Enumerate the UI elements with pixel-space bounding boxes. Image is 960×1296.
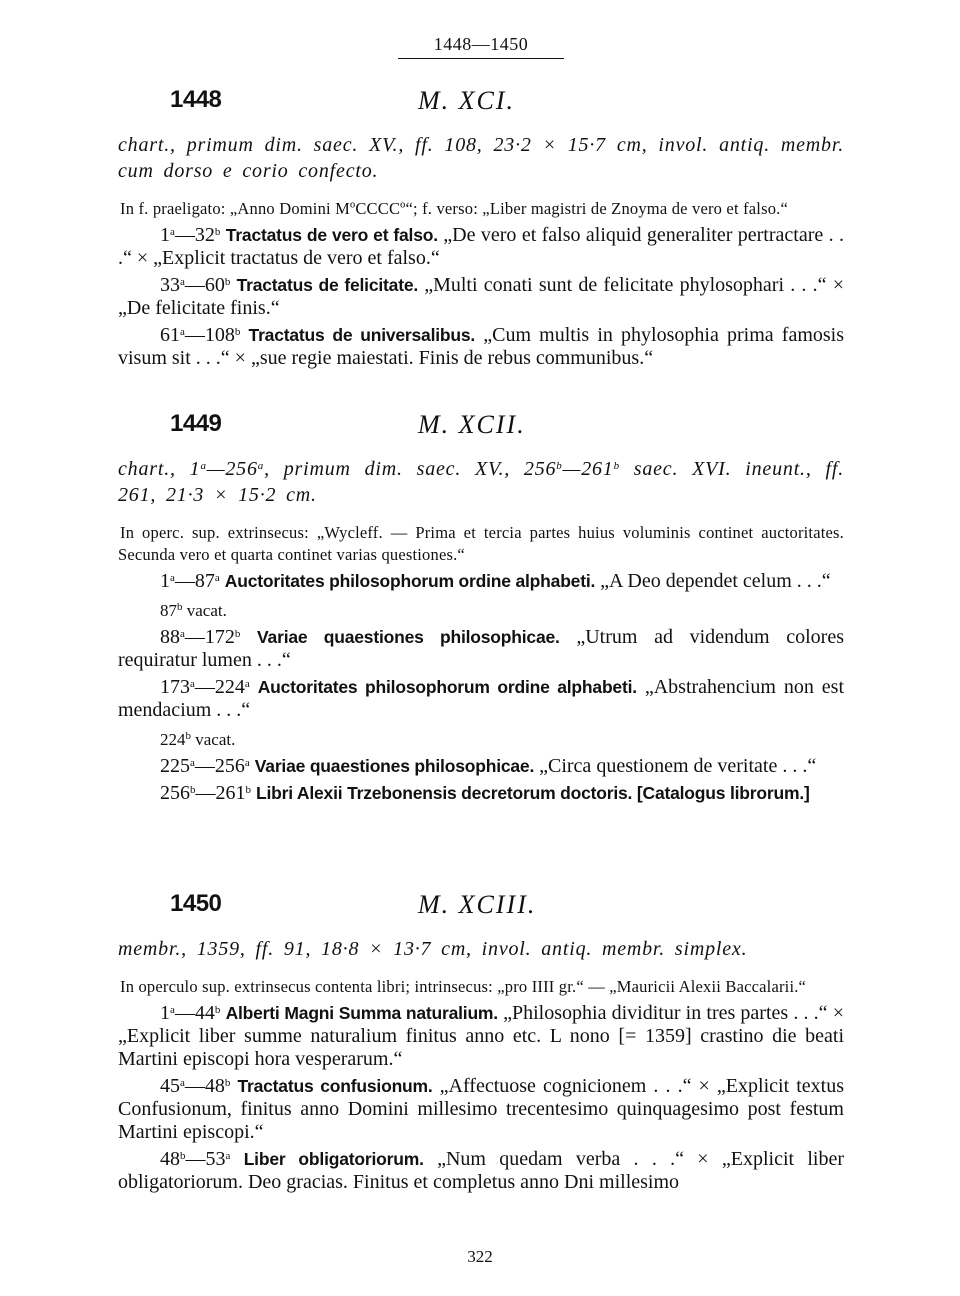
content-item: 33$^a$—60$^b$ Tractatus de felicitate. „Multi conati sunt de felicitate phylosophari . . .“ × „De felicitate finis.“: [118, 274, 844, 319]
manuscript-note: In f. praeligato: „Anno Domini MºCCCCº“; f. verso: „Liber magistri de Znoyma de vero et falso.“: [120, 199, 788, 218]
entry-heading: [118, 890, 844, 930]
running-head: 1448—1450: [398, 34, 564, 59]
incipit-explicit: „De vero et falso aliquid generaliter pertractare . . .“ × „Explicit tractatus de vero et falso.“: [118, 224, 845, 269]
vacat-note: vacat.: [186, 601, 227, 620]
work-title: Libri Alexii Trzebonensis decretorum doctoris. [Catalogus librorum.]: [256, 783, 810, 803]
incipit-explicit: „Philosophia dividitur in tres partes . . .“ × „Explicit liber summe naturalium finitus anno etc. L nono [= 1359] crastino die beati Martini episcopi hora vesperarum.“: [118, 1002, 845, 1070]
entry-heading: [118, 86, 844, 126]
catalog-entry-1448: [118, 86, 844, 370]
vacat-note: vacat.: [195, 730, 236, 749]
work-title: Variae quaestiones philosophicae.: [254, 756, 535, 776]
content-item: 256$^b$—261$^b$ Libri Alexii Trzebonensis decretorum doctoris. [Catalogus librorum.]: [160, 782, 810, 804]
entry-number: 1448: [170, 86, 222, 113]
incipit-explicit: „Num quedam verba . . .“ × „Explicit liber obligatoriorum. Deo gracias. Finitus et completus anno Dni millesimo: [118, 1148, 845, 1193]
incipit-explicit: „Affectuose cognicionem . . .“ × „Explicit textus Confusionum, finitus anno Domini millesimo trecentesimo quinquagesimo post festum Martini episcopi.“: [118, 1075, 844, 1143]
work-title: Alberti Magni Summa naturalium.: [225, 1003, 498, 1023]
content-item: 1$^a$—44$^b$ Alberti Magni Summa naturalium. „Philosophia dividitur in tres partes . . .“ × „Explicit liber summe naturalium finitus anno etc. L nono [= 1359] crastino die beati Martini episcopi hora vesperarum.“: [118, 1002, 845, 1070]
catalog-entry-1450: [118, 890, 844, 1194]
content-item: 88$^a$—172$^b$ Variae quaestiones philosophicae. „Utrum ad videndum colores requiratur lumen . . .“: [118, 626, 845, 671]
content-item: 1$^a$—87$^a$ Auctoritates philosophorum ordine alphabeti. „A Deo dependet celum . . .“: [160, 570, 831, 592]
content-item: 48$^b$—53$^a$ Liber obligatoriorum. „Num quedam verba . . .“ × „Explicit liber obligatoriorum. Deo gracias. Finitus et completus anno Dni millesimo: [118, 1148, 845, 1193]
incipit-explicit: „A Deo dependet celum . . .“: [600, 570, 831, 592]
work-title: Tractatus confusionum.: [237, 1076, 433, 1096]
incipit-explicit: „Abstrahencium non est mendacium . . .“: [118, 676, 845, 721]
content-item: 61$^a$—108$^b$ Tractatus de universalibus. „Cum multis in phylosophia prima famosis visum sit . . .“ × „sue regie maiestati. Finis de rebus communibus.“: [118, 324, 844, 369]
manuscript-note: In operculo sup. extrinsecus contenta libri; intrinsecus: „pro IIII gr.“ — „Mauricii Alexii Baccalarii.“: [120, 977, 807, 996]
content-item: 87$^b$ vacat.: [160, 601, 227, 620]
content-item: 45$^a$—48$^b$ Tractatus confusionum. „Affectuose cognicionem . . .“ × „Explicit textus Confusionum, finitus anno Domini millesimo trecentesimo quinquagesimo post festum Martini episcopi.“: [118, 1075, 844, 1143]
work-title: Auctoritates philosophorum ordine alphabeti.: [224, 571, 596, 591]
physical-description: chart., primum dim. saec. XV., ff. 108, 23·2 × 15·7 cm, invol. antiq. membr. cum dorso e corio confecto.: [118, 134, 844, 182]
work-title: Tractatus de universalibus.: [248, 325, 476, 345]
catalog-entry-1449: [118, 410, 844, 805]
incipit-explicit: „Utrum ad videndum colores requiratur lumen . . .“: [118, 626, 845, 671]
incipit-explicit: „Circa questionem de veritate . . .“: [539, 755, 817, 777]
shelf-mark: M. XCI.: [418, 86, 516, 115]
content-item: 225$^a$—256$^a$ Variae quaestiones philosophicae. „Circa questionem de veritate . . .“: [160, 755, 817, 777]
manuscript-note: In operc. sup. extrinsecus: „Wycleff. — Prima et tercia partes huius voluminis continet auctoritates. Secunda vero et quarta continet varias questiones.“: [118, 523, 844, 564]
incipit-explicit: „Multi conati sunt de felicitate phylosophari . . .“ × „De felicitate finis.“: [118, 274, 844, 319]
work-title: Variae quaestiones philosophicae.: [257, 627, 560, 647]
entry-heading: [118, 410, 844, 450]
work-title: Tractatus de felicitate.: [236, 275, 419, 295]
physical-description: membr., 1359, ff. 91, 18·8 × 13·7 cm, invol. antiq. membr. simplex.: [118, 938, 748, 960]
incipit-explicit: „Cum multis in phylosophia prima famosis visum sit . . .“ × „sue regie maiestati. Finis de rebus communibus.“: [118, 324, 844, 369]
work-title: Liber obligatoriorum.: [243, 1149, 424, 1169]
page-number: 322: [467, 1247, 493, 1266]
content-item: 224$^b$ vacat.: [160, 730, 236, 749]
physical-description: chart., 1$^a$—256$^a$, primum dim. saec. XV., 256$^b$—261$^b$ saec. XVI. ineunt., ff. 261, 21·3 × 15·2 cm.: [118, 458, 844, 506]
entry-number: 1450: [170, 890, 222, 917]
work-title: Auctoritates philosophorum ordine alphabeti.: [257, 677, 637, 697]
content-item: 1$^a$—32$^b$ Tractatus de vero et falso. „De vero et falso aliquid generaliter pertractare . . .“ × „Explicit tractatus de vero et falso.“: [118, 224, 845, 269]
entry-number: 1449: [170, 410, 222, 437]
work-title: Tractatus de vero et falso.: [225, 225, 438, 245]
shelf-mark: M. XCII.: [418, 410, 526, 439]
content-item: 173$^a$—224$^a$ Auctoritates philosophorum ordine alphabeti. „Abstrahencium non est mendacium . . .“: [118, 676, 845, 721]
shelf-mark: M. XCIII.: [418, 890, 537, 919]
